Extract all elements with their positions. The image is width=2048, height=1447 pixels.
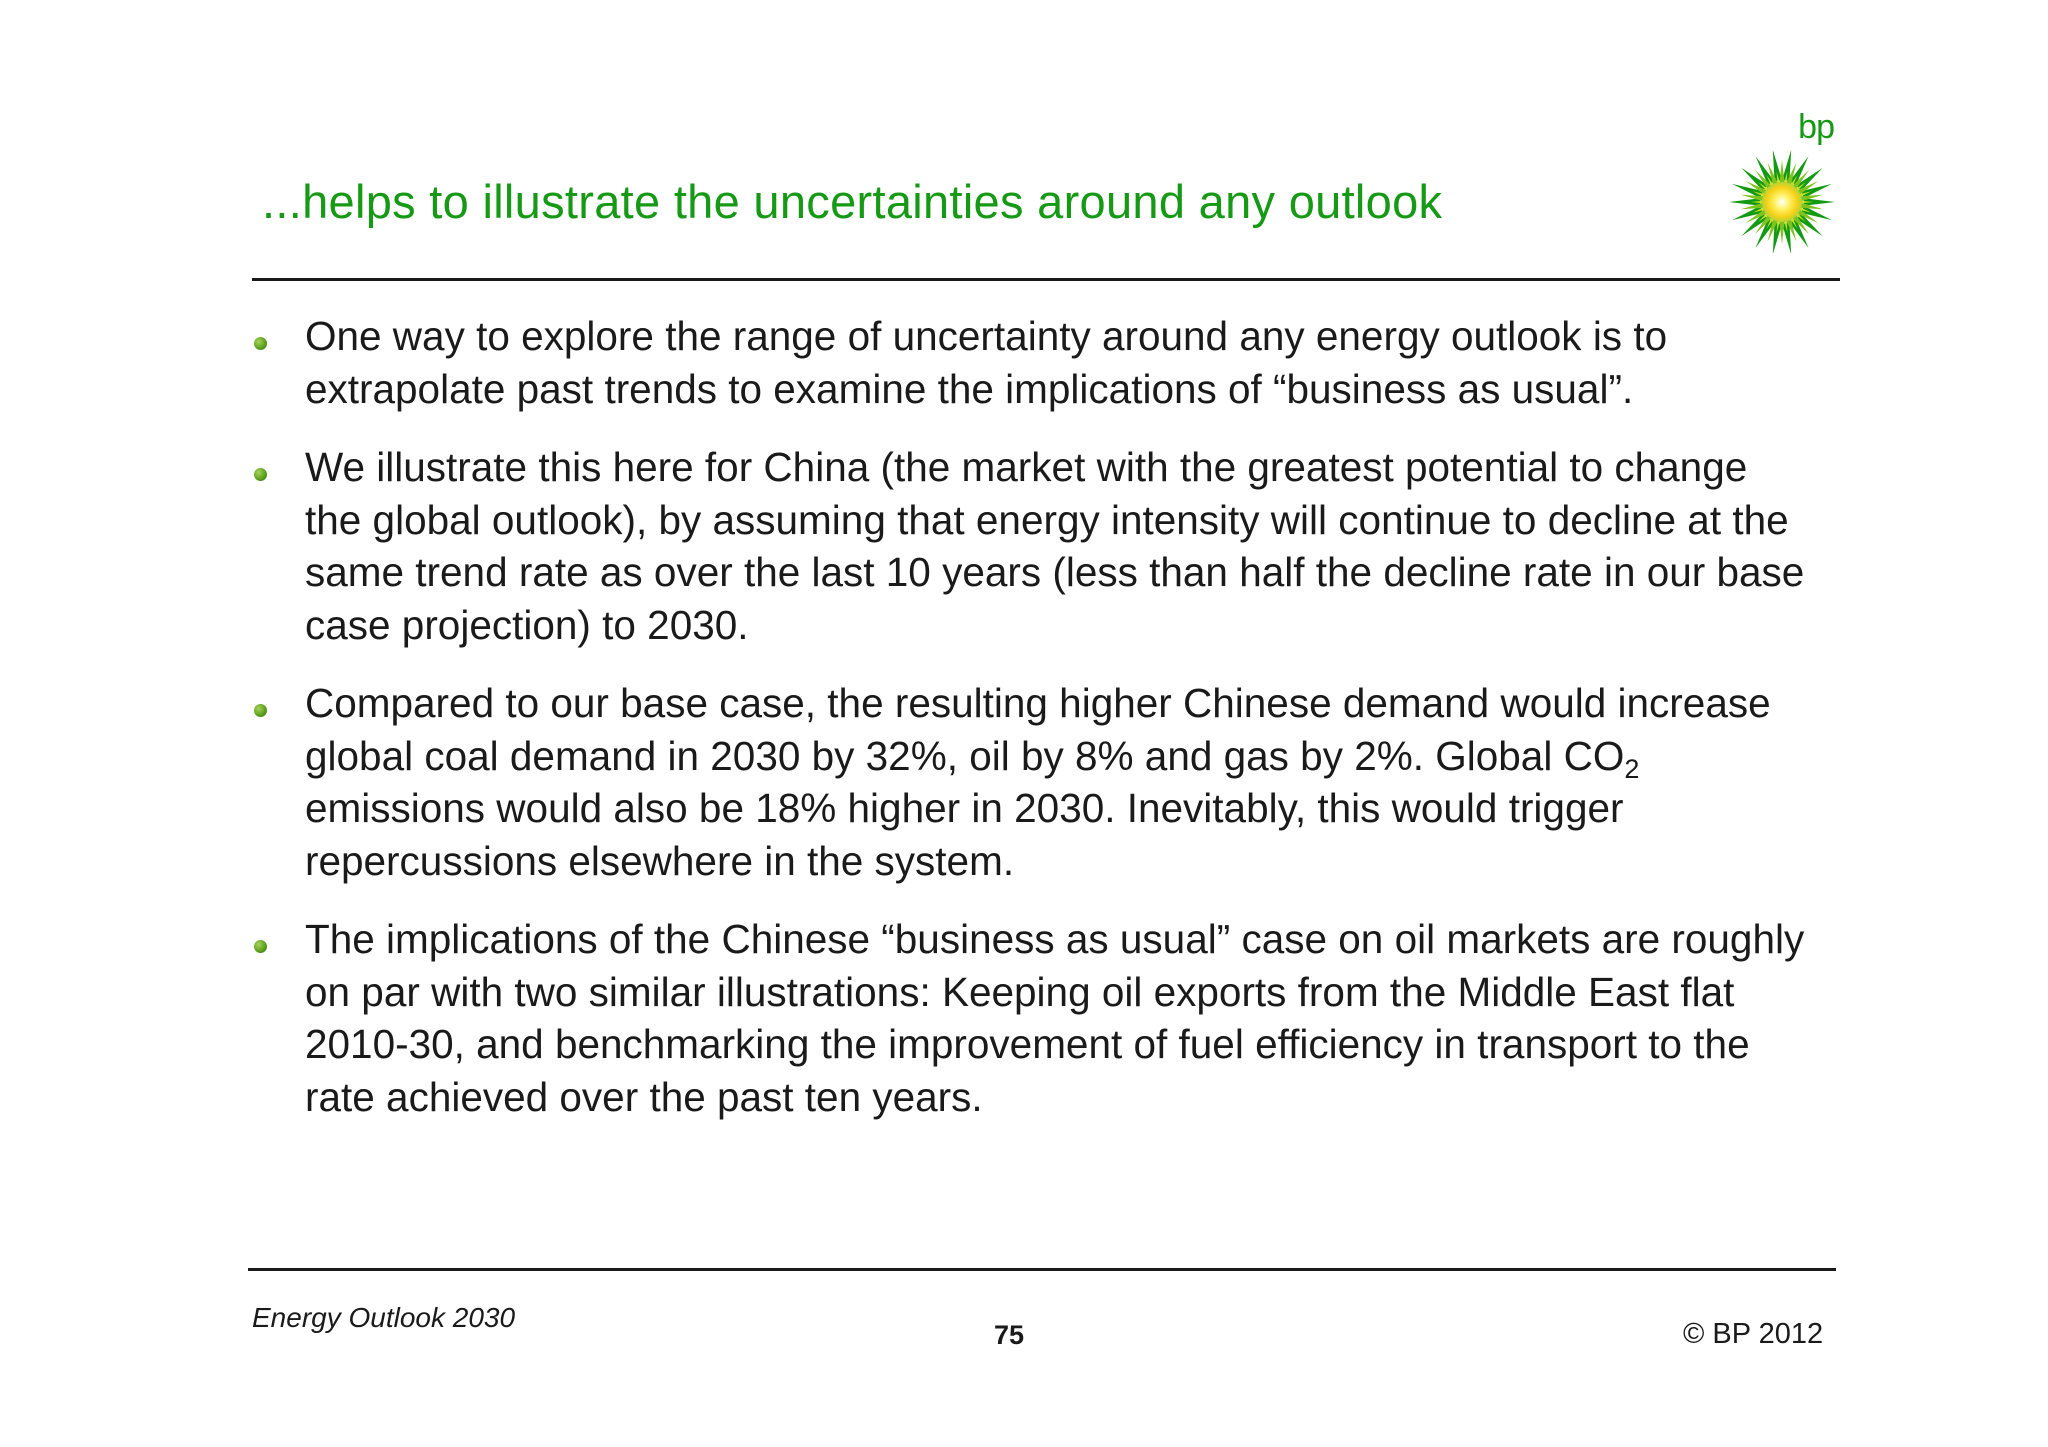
bullet-item xyxy=(252,913,1812,1123)
bp-logo-text: bp xyxy=(1798,108,1834,146)
page-number: 75 xyxy=(994,1320,1025,1350)
bullet-dot-icon xyxy=(254,337,267,350)
bullet-text: One way to explore the range of uncertainty around any energy outlook is to extrapolate past trends to examine the implications of “business as usual”. xyxy=(305,313,1668,412)
bp-logo xyxy=(1728,110,1838,256)
footer-publication: Energy Outlook 2030 xyxy=(252,1302,516,1333)
bullet-dot-icon xyxy=(254,704,267,717)
bullet-text-part: emissions would also be 18% higher in 2030. Inevitably, this would trigger repercussions elsewhere in the system. xyxy=(305,785,1624,884)
bullet-item xyxy=(252,310,1812,415)
co2-subscript: 2 xyxy=(1624,753,1640,784)
page-title: ...helps to illustrate the uncertainties around any outlook xyxy=(262,175,1443,228)
helios-sunburst-icon xyxy=(1728,148,1836,256)
bullet-text: We illustrate this here for China (the market with the greatest potential to change the global outlook), by assuming that energy intensity will continue to decline at the same trend rate as over the last 10 years (less than half the decline rate in our base case projection) to 2030. xyxy=(305,444,1805,648)
copyright: © BP 2012 xyxy=(1683,1318,1824,1350)
bullet-dot-icon xyxy=(254,468,267,481)
bullet-dot-icon xyxy=(254,940,267,953)
footer-divider xyxy=(248,1268,1836,1271)
bullet-text-part: Compared to our base case, the resulting higher Chinese demand would increase global coal demand in 2030 by 32%, oil by 8% and gas by 2%. Global CO xyxy=(305,680,1771,779)
bullet-item xyxy=(252,677,1812,887)
header-divider xyxy=(252,278,1840,281)
bullet-item xyxy=(252,441,1812,651)
bullet-text xyxy=(305,677,1812,887)
bullet-list xyxy=(252,310,1812,1149)
bullet-text: The implications of the Chinese “business as usual” case on oil markets are roughly on par with two similar illustrations: Keeping oil exports from the Middle East flat 2010-30, and benchmarking the improvement of fuel efficiency in transport to the rate achieved over the past ten years. xyxy=(305,916,1805,1120)
